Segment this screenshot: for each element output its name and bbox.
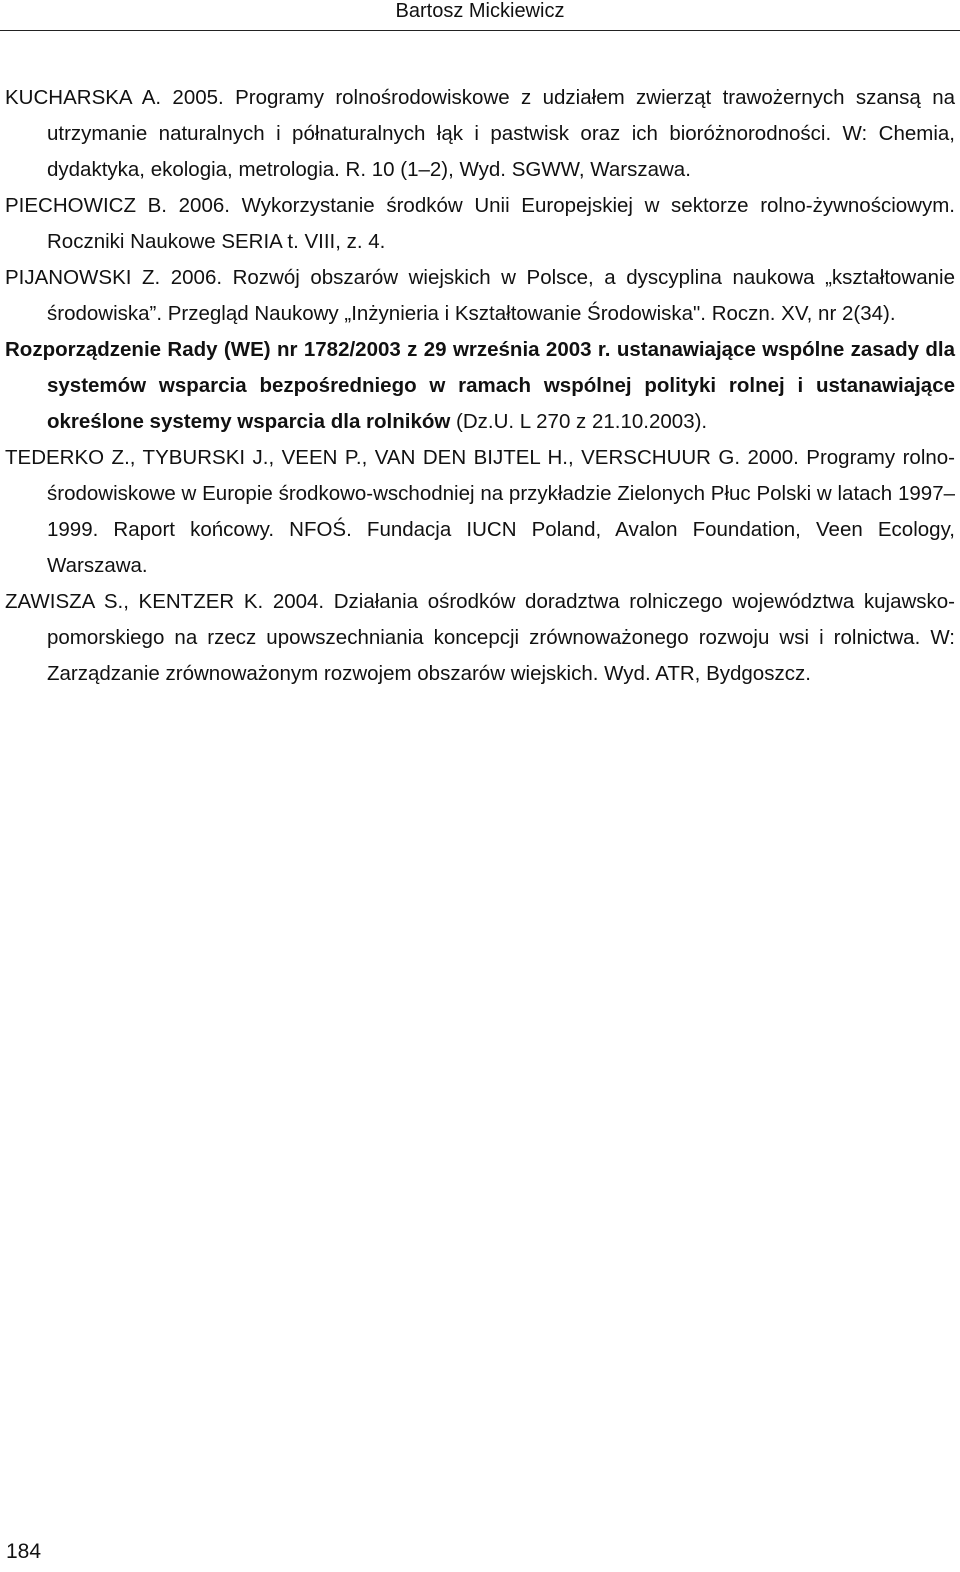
reference-title-bold: Rozporządzenie Rady (WE) nr 1782/2003 z 29 września 2003 r. ustanawiające wspólne zasady dla systemów wsparcia bezpośredniego w ramach wspólnej polityki rolnej i ustanawiające określone systemy wsparcia dla rolników [5, 338, 955, 433]
reference-entry-pijanowski: PIJANOWSKI Z. 2006. Rozwój obszarów wiejskich w Polsce, a dyscyplina naukowa „kształtowanie środowiska”. Przegląd Naukowy „Inżynieria i Kształtowanie Środowiska". Roczn. XV, nr 2(34). [5, 266, 955, 325]
reference-source: (Dz.U. L 270 z 21.10.2003). [450, 410, 708, 433]
page-number: 184 [6, 1540, 42, 1563]
reference-entry-rozporzadzenie [5, 332, 955, 440]
reference-entry-zawisza: ZAWISZA S., KENTZER K. 2004. Działania ośrodków doradztwa rolniczego województwa kujawsko-pomorskiego na rzecz upowszechniania koncepcji zrównoważonego rozwoju wsi i rolnictwa. W: Zarządzanie zrównoważonym rozwojem obszarów wiejskich. Wyd. ATR, Bydgoszcz. [5, 590, 955, 685]
running-header-title: Bartosz Mickiewicz [395, 0, 565, 22]
reference-entry-kucharska: KUCHARSKA A. 2005. Programy rolnośrodowiskowe z udziałem zwierząt trawożernych szansą na utrzymanie naturalnych i półnaturalnych łąk i pastwisk oraz ich bioróżnorodności. W: Chemia, dydaktyka, ekologia, metrologia. R. 10 (1–2), Wyd. SGWW, Warszawa. [5, 86, 955, 181]
reference-entry-tederko: TEDERKO Z., TYBURSKI J., VEEN P., VAN DEN BIJTEL H., VERSCHUUR G. 2000. Programy rolno-środowiskowe w Europie środkowo-wschodniej na przykładzie Zielonych Płuc Polski w latach 1997–1999. Raport końcowy. NFOŚ. Fundacja IUCN Poland, Avalon Foundation, Veen Ecology, Warszawa. [5, 446, 955, 577]
reference-entry-piechowicz: PIECHOWICZ B. 2006. Wykorzystanie środków Unii Europejskiej w sektorze rolno-żywnościowym. Roczniki Naukowe SERIA t. VIII, z. 4. [5, 194, 955, 253]
running-header [0, 0, 960, 31]
reference-list [5, 80, 955, 692]
